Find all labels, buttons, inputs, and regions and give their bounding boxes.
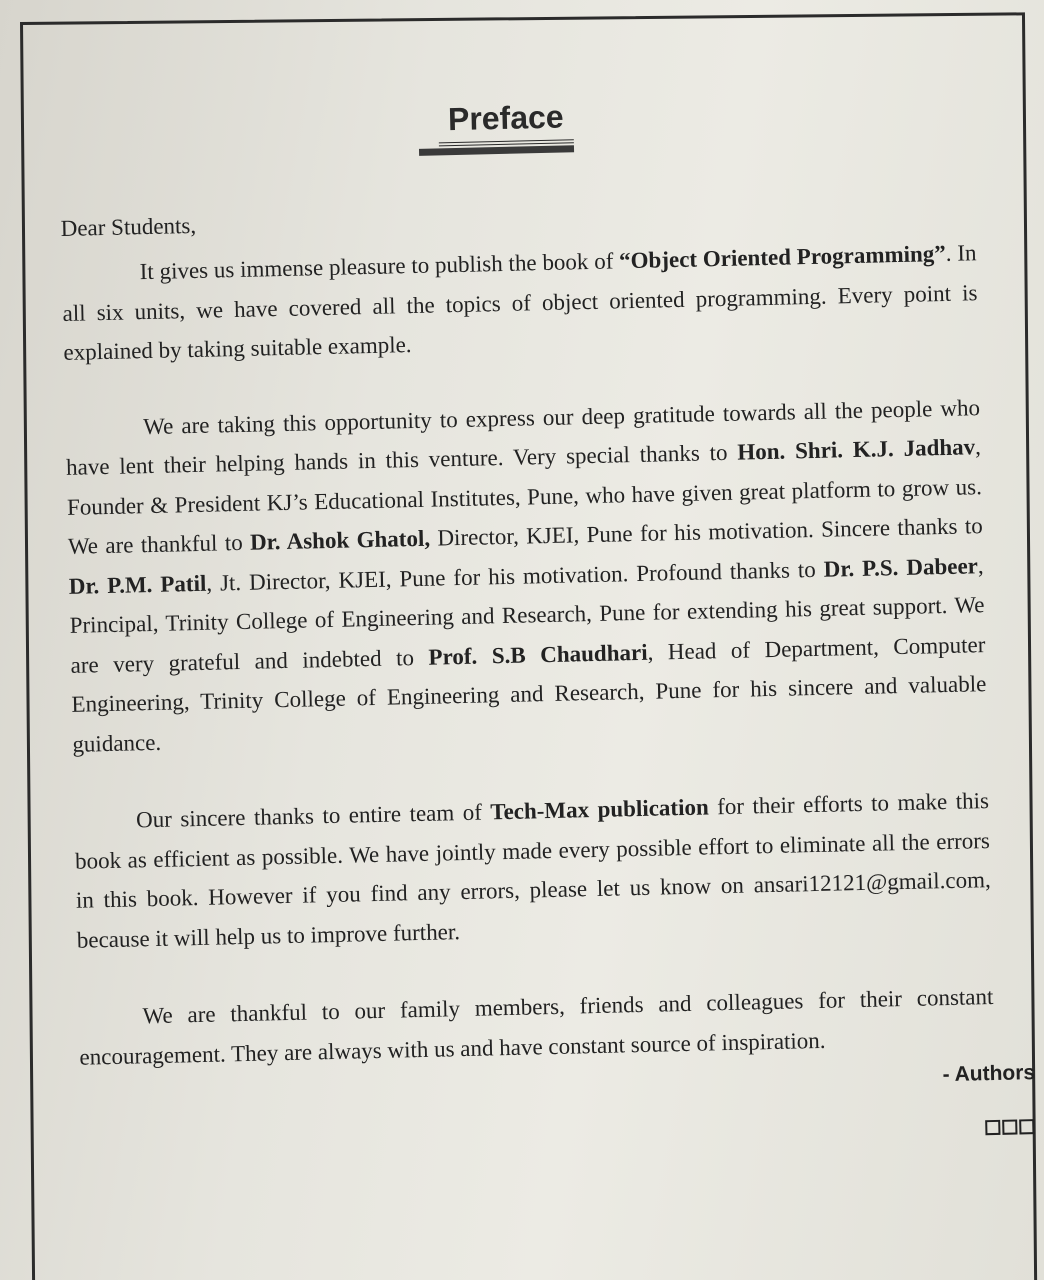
paragraph-gratitude — [65, 388, 988, 764]
name-bold: Prof. S.B Chaudhari — [428, 639, 648, 670]
text-run: Our sincere thanks to entire team of — [135, 799, 491, 833]
name-bold: Dr. P.M. Patil — [68, 570, 207, 599]
text-run: We are taking this opportunity to express our deep gratitude towards all the people who have lent their helping hands in this venture. Very special thanks to — [65, 394, 981, 480]
text-run: , Founder & President KJ’s Educational Institutes, Pune, who have given great platform to grow us. We are thankful to — [66, 434, 983, 559]
book-title-bold: “Object Oriented Programming” — [618, 240, 947, 274]
name-bold: Dr. P.S. Dabeer — [823, 552, 979, 582]
text-run: We are thankful to our family members, friends and colleagues for their constant encouragement. They are always with us and have constant source of inspiration. — [79, 984, 994, 1070]
page-title: Preface — [438, 98, 575, 146]
name-bold: Dr. Ashok Ghatol, — [249, 525, 431, 555]
text-run: for their efforts to make this book as efficient as possible. We have jointly made every possible effort to eliminate all the errors in this book. However if you find any errors, please let us know on ansari12121@gmail.com, because it will help us to improve further. — [74, 788, 991, 953]
text-run: . In all six units, we have covered all the topics of object oriented programming. Every point is explained by taking suitable example. — [62, 240, 978, 365]
paragraph-intro — [61, 233, 978, 372]
text-run: Director, KJEI, Pune for his motivation. Sincere thanks to — [429, 513, 983, 551]
preface-content — [58, 89, 1036, 1155]
text-run: It gives us immense pleasure to publish the book of — [139, 248, 620, 285]
salutation: Dear Students, — [60, 212, 197, 241]
publisher-bold: Tech-Max publication — [490, 794, 709, 825]
signature: - Authors — [942, 1061, 1036, 1087]
title-underline — [419, 145, 574, 156]
square-icon — [1002, 1119, 1017, 1134]
paragraph-publisher — [74, 781, 992, 960]
square-icon — [985, 1120, 1000, 1135]
text-run: , Jt. Director, KJEI, Pune for his motivation. Profound thanks to — [206, 556, 824, 596]
text-run: , Head of Department, Computer Engineering, Trinity College of Engineering and Research, Pune for his sincere and valuable guidance. — [71, 631, 987, 757]
paragraph-family — [78, 977, 995, 1077]
square-icon — [1019, 1119, 1034, 1134]
name-bold: Hon. Shri. K.J. Jadhav — [737, 434, 976, 465]
text-run: , Principal, Trinity College of Engineering and Research, Pune for extending his great support. We are very grateful and indebted to — [69, 552, 985, 678]
